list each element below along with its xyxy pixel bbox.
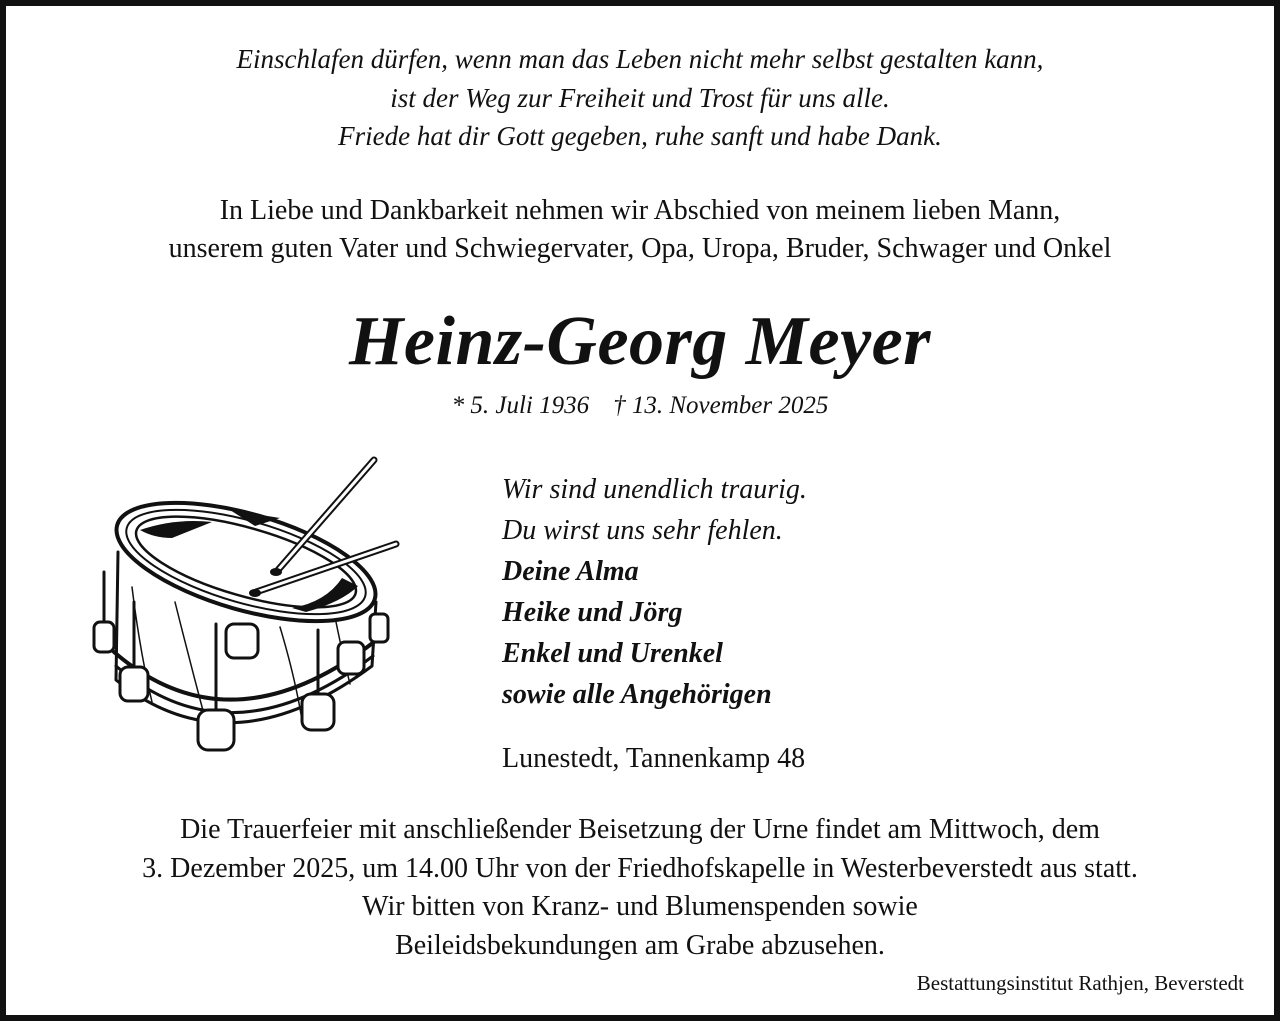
opening-verse bbox=[6, 40, 1274, 156]
undertaker-credit: Bestattungsinstitut Rathjen, Beverstedt bbox=[916, 971, 1244, 995]
verse-line: Einschlafen dürfen, wenn man das Leben nicht mehr selbst gestalten kann, bbox=[236, 44, 1044, 74]
mourner-name: Heike und Jörg bbox=[502, 597, 683, 628]
verse-line: ist der Weg zur Freiheit und Trost für uns alle. bbox=[390, 82, 890, 113]
death-date: † 13. November 2025 bbox=[613, 392, 829, 419]
mourner-name: Deine Alma bbox=[502, 556, 639, 587]
service-line: Die Trauerfeier mit anschließender Beisetzung der Urne findet am Mittwoch, dem bbox=[180, 814, 1100, 845]
farewell-intro bbox=[6, 192, 1274, 268]
birth-date: * 5. Juli 1936 bbox=[451, 392, 590, 419]
service-line: Wir bitten von Kranz- und Blumenspenden sowie bbox=[362, 891, 918, 922]
mourners-block bbox=[502, 469, 807, 715]
mourner-name: Enkel und Urenkel bbox=[502, 638, 723, 669]
service-line: Beileidsbekundungen am Grabe abzusehen. bbox=[395, 929, 885, 961]
life-dates bbox=[6, 390, 1274, 422]
verse-line: Friede hat dir Gott gegeben, ruhe sanft und habe Dank. bbox=[338, 121, 942, 151]
intro-line: In Liebe und Dankbarkeit nehmen wir Abschied von meinem lieben Mann, bbox=[219, 195, 1061, 226]
mourner-name: sowie alle Angehörigen bbox=[502, 679, 772, 710]
drum-with-sticks-icon bbox=[80, 452, 400, 762]
family-address: Lunestedt, Tannenkamp 48 bbox=[502, 743, 806, 774]
mourning-message: Wir sind unendlich traurig. bbox=[502, 474, 807, 505]
service-line: 3. Dezember 2025, um 14.00 Uhr von der Friedhofskapelle in Westerbeverstedt aus statt. bbox=[142, 852, 1138, 884]
deceased-name: Heinz-Georg Meyer bbox=[348, 303, 931, 380]
mourning-message: Du wirst uns sehr fehlen. bbox=[502, 515, 783, 546]
intro-line: unserem guten Vater und Schwiegervater, Opa, Uropa, Bruder, Schwager und Onkel bbox=[168, 233, 1112, 264]
funeral-service-info bbox=[6, 811, 1274, 965]
